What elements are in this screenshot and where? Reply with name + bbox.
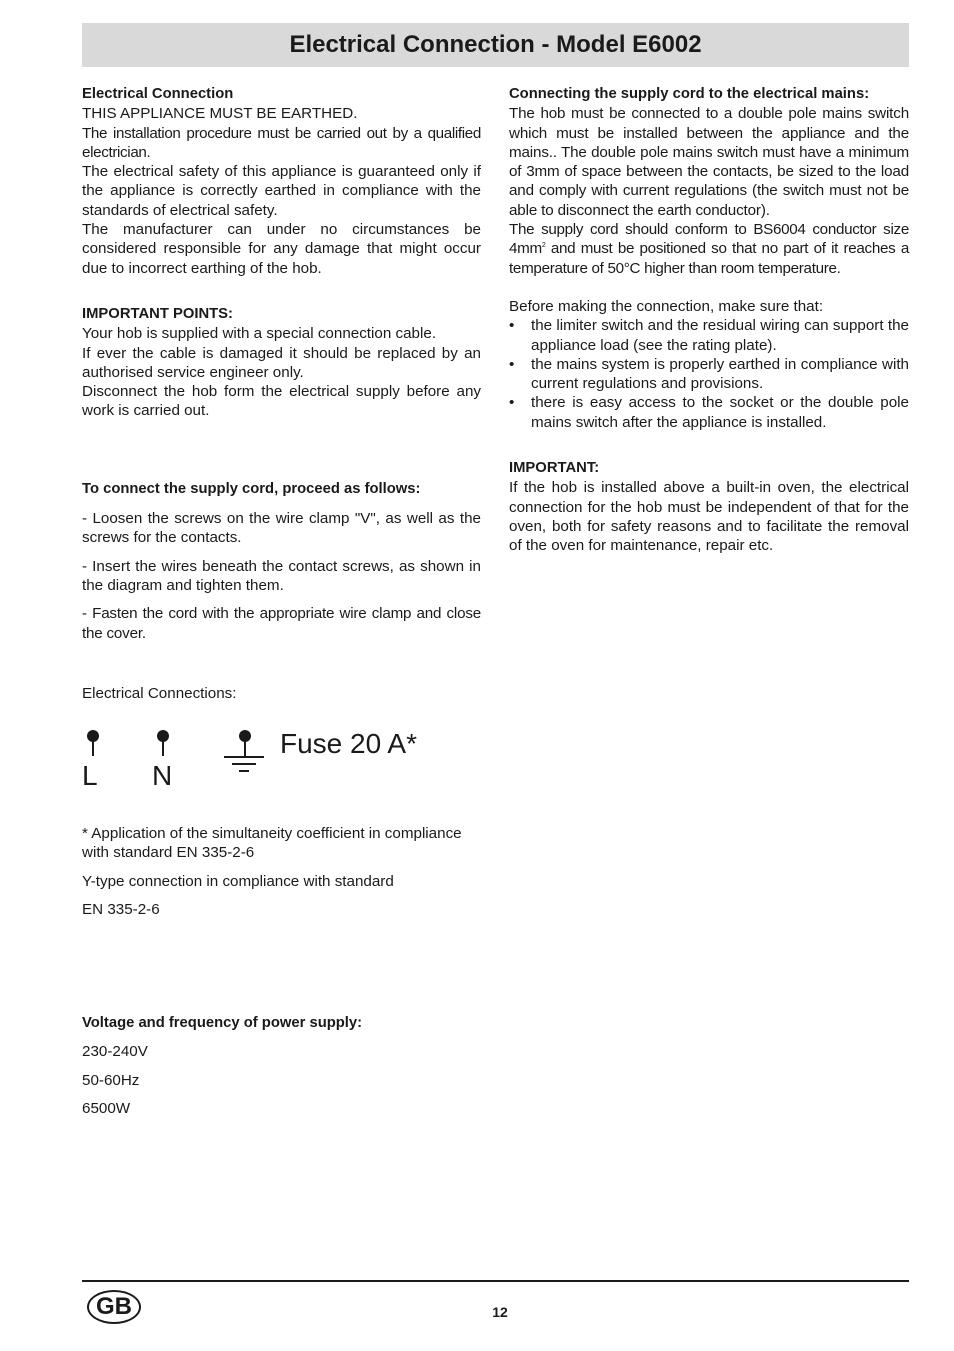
terminal-live bbox=[82, 728, 106, 798]
simultaneity-note: * Application of the simultaneity coefficient in compliance with standard EN 335-2-6 bbox=[82, 825, 462, 862]
voltage-value: 230-240V bbox=[82, 1043, 148, 1061]
mains-switch-paragraph: The hob must be connected to a double pole mains switch which must be installed between the appliance and the mains.. The double pole mains switch must have a minimum of 3mm of space between the contacts, be sized to the load and comply with current regulations (the switch must not be able to disconnect the earth conductor). bbox=[509, 105, 909, 219]
oven-paragraph: If the hob is installed above a built-in oven, the electrical connection for the hob must be independent of that for the oven, both for safety reasons and to facilitate the removal of the oven for maintenance, repair etc. bbox=[509, 479, 909, 555]
terminal-l-label: L bbox=[82, 760, 98, 791]
voltage-heading: Voltage and frequency of power supply: bbox=[82, 1015, 363, 1031]
country-badge: GB bbox=[87, 1290, 141, 1324]
frequency-value: 50-60Hz bbox=[82, 1071, 140, 1089]
electrical-connection-heading: Electrical Connection bbox=[82, 86, 234, 102]
standard-notes bbox=[82, 824, 482, 928]
safety-paragraph: The electrical safety of this appliance is guaranteed only if the appliance is correctly earthed in compliance with the standards of electrical safety. bbox=[82, 163, 481, 219]
list-item: • the mains system is properly earthed in compliance with current regulations and provisions. bbox=[509, 355, 909, 394]
left-column bbox=[82, 85, 481, 703]
important-points-heading: IMPORTANT POINTS: bbox=[82, 305, 233, 322]
standard-ref: EN 335-2-6 bbox=[82, 900, 160, 918]
terminal-diagram bbox=[82, 728, 482, 798]
page-number: 12 bbox=[492, 1304, 508, 1320]
cable-supplied-paragraph: Your hob is supplied with a special connection cable. bbox=[82, 325, 437, 343]
mains-connection-heading: Connecting the supply cord to the electrical mains: bbox=[509, 86, 870, 102]
manufacturer-paragraph: The manufacturer can under no circumstances be considered responsible for any damage that might occur due to incorrect earthing of the hob. bbox=[82, 221, 481, 277]
voltage-section bbox=[82, 1014, 482, 1127]
footer-divider bbox=[82, 1280, 909, 1282]
list-item: • the limiter switch and the residual wiring can support the appliance load (see the rating plate). bbox=[509, 316, 909, 355]
right-column bbox=[509, 85, 909, 556]
checklist bbox=[509, 316, 909, 432]
cable-damaged-paragraph: If ever the cable is damaged it should be replaced by an authorised service engineer only. bbox=[82, 344, 481, 381]
terminal-n-label: N bbox=[152, 760, 173, 791]
list-item: • there is easy access to the socket or the double pole mains switch after the appliance is installed. bbox=[509, 393, 909, 432]
y-type-note: Y-type connection in compliance with standard bbox=[82, 872, 394, 890]
terminal-neutral bbox=[152, 728, 176, 798]
earthed-warning: THIS APPLIANCE MUST BE EARTHED. bbox=[82, 105, 358, 123]
page-title: Electrical Connection - Model E6002 bbox=[289, 31, 702, 58]
important-heading: IMPORTANT: bbox=[509, 460, 600, 477]
step-loosen: - Loosen the screws on the wire clamp "V", as well as the screws for the contacts. bbox=[82, 510, 481, 547]
power-value: 6500W bbox=[82, 1099, 131, 1117]
step-fasten: - Fasten the cord with the appropriate wire clamp and close the cover. bbox=[82, 605, 481, 642]
supply-cord-paragraph: The supply cord should conform to BS6004 conductor size $4mm^2$ and must be positioned so that no part of it reaches a temperature of 50°C higher than room temperature. bbox=[509, 221, 909, 277]
connect-cord-heading: To connect the supply cord, proceed as follows: bbox=[82, 480, 421, 497]
before-connection-text: Before making the connection, make sure that: bbox=[509, 297, 824, 315]
title-bar bbox=[82, 23, 909, 67]
step-insert: - Insert the wires beneath the contact screws, as shown in the diagram and tighten them. bbox=[82, 557, 481, 594]
electrical-connections-label: Electrical Connections: bbox=[82, 684, 237, 702]
fuse-label: Fuse 20 A* bbox=[280, 728, 417, 759]
installation-paragraph: The installation procedure must be carried out by a qualified electrician. bbox=[82, 124, 481, 161]
disconnect-paragraph: Disconnect the hob form the electrical supply before any work is carried out. bbox=[82, 383, 481, 420]
earth-ground-icon bbox=[222, 728, 268, 778]
